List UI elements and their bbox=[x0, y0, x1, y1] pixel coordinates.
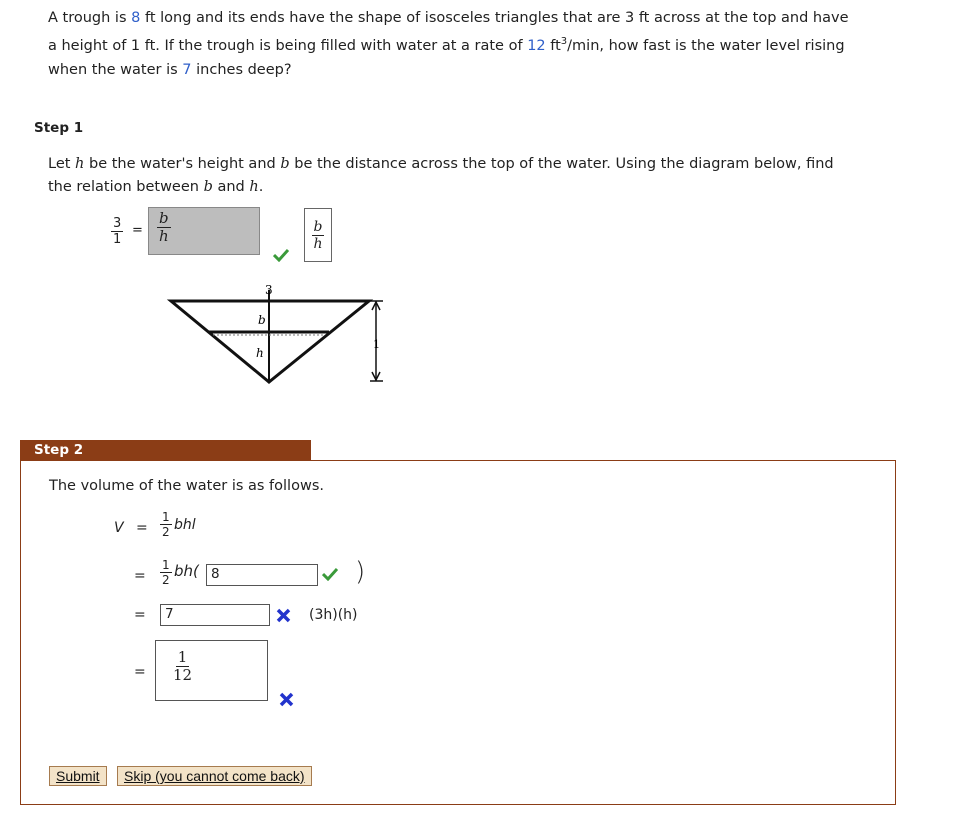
diagram-h-label: h bbox=[256, 346, 264, 360]
ratio-equals: = bbox=[132, 223, 143, 238]
problem-line-1: A trough is 8 ft long and its ends have the shape of isosceles triangles that are 3 ft across at the top and have bbox=[48, 10, 849, 26]
half-fraction-2: $\frac{1}{2}$ bbox=[162, 558, 170, 587]
depth-value: 7 bbox=[182, 61, 192, 78]
check-icon bbox=[322, 567, 338, 581]
problem-line-3: when the water is 7 inches deep? bbox=[48, 61, 292, 78]
coefficient-input[interactable]: 7 bbox=[160, 604, 270, 626]
check-icon bbox=[273, 248, 289, 262]
ratio-fraction: $\frac{3}{1}$ bbox=[113, 216, 122, 247]
cross-icon bbox=[276, 608, 291, 623]
eq4-equals: = bbox=[134, 664, 146, 680]
close-paren: ) bbox=[355, 557, 366, 587]
length-value: 8 bbox=[131, 10, 141, 26]
fraction-input[interactable]: $\frac{1}{12}$ bbox=[155, 640, 268, 701]
eq3-equals: = bbox=[134, 607, 146, 623]
skip-button[interactable]: Skip (you cannot come back) bbox=[117, 766, 312, 786]
diagram-b-label: b bbox=[258, 313, 266, 327]
step1-title: Step 1 bbox=[34, 120, 84, 136]
half-fraction-1: $\frac{1}{2}$ bbox=[162, 510, 170, 539]
step2-panel bbox=[20, 460, 896, 805]
step2-title: Step 2 bbox=[20, 440, 311, 461]
length-input[interactable]: 8 bbox=[206, 564, 318, 586]
diagram-top-label: 3 bbox=[265, 283, 273, 297]
diagram-height-label: 1 bbox=[373, 338, 380, 351]
eq2-equals: = bbox=[134, 568, 146, 584]
term-expression: (3h)(h) bbox=[309, 607, 358, 623]
ratio-answer-input[interactable]: $\frac{b}{h}$ bbox=[148, 207, 260, 255]
bh-expression: bh( bbox=[174, 562, 199, 580]
correct-answer-box: $\frac{b}{h}$ bbox=[304, 208, 332, 262]
bhl-expression: bhl bbox=[174, 517, 196, 533]
problem-statement bbox=[48, 6, 908, 82]
cross-icon bbox=[279, 692, 294, 707]
problem-line-2: a height of 1 ft. If the trough is being filled with water at a rate of 12 $ft^3/\min$, how fast is the water level rising bbox=[48, 36, 845, 54]
eq1-equals: = bbox=[136, 520, 148, 536]
submit-button[interactable]: Submit bbox=[49, 766, 107, 786]
rate-value: 12 bbox=[527, 37, 546, 54]
step2-intro: The volume of the water is as follows. bbox=[49, 478, 324, 494]
trough-diagram bbox=[165, 280, 395, 390]
step1-instructions: Let h be the water's height and b be the distance across the top of the water. Using the diagram below, find the relation between b and h. bbox=[48, 156, 834, 195]
v-label: V bbox=[114, 520, 124, 536]
